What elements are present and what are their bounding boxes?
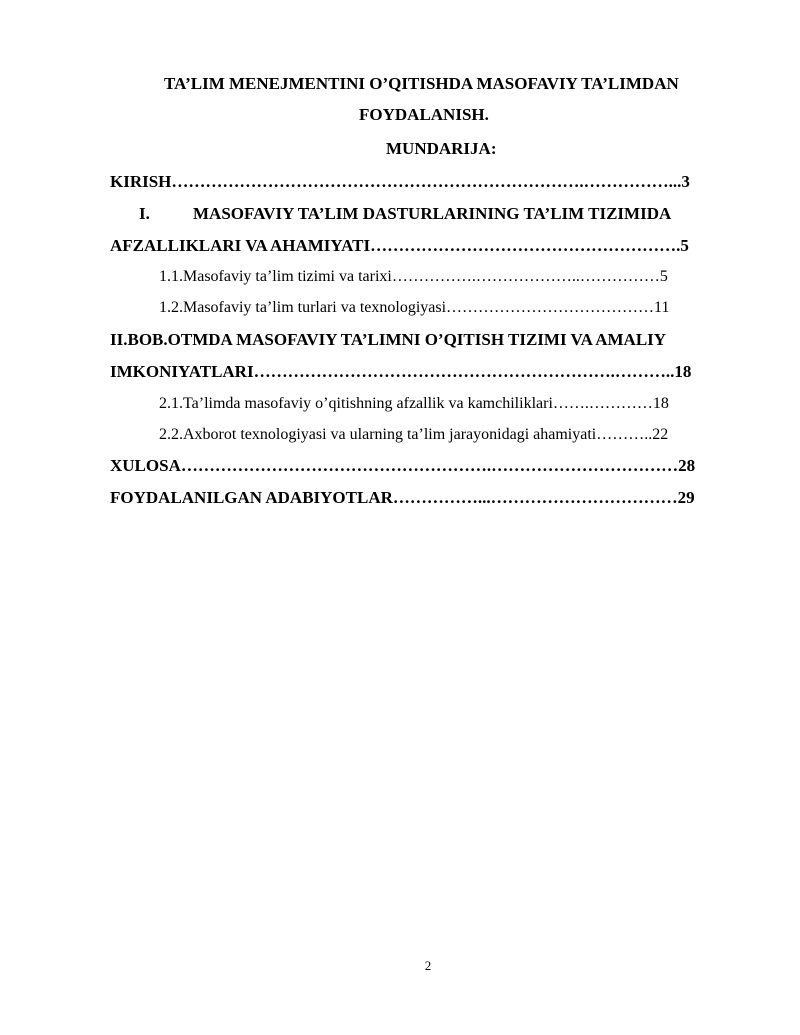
toc-chapter-1-title: MASOFAVIY TA’LIM DASTURLARINING TA’LIM TIZIMIDA bbox=[193, 204, 672, 223]
toc-entry-section-2-1: 2.1.Ta’limda masofaviy o’qitishning afzallik va kamchiliklari…….…………18 bbox=[159, 395, 669, 412]
toc-chapter-1-number: I. bbox=[139, 204, 150, 223]
toc-entry-section-1-1: 1.1.Masofaviy ta’lim tizimi va tarixi…………….………………..……………5 bbox=[159, 268, 668, 285]
toc-entry-chapter-2-continued: IMKONIYATLARI……………………………………………………….………..18 bbox=[110, 362, 692, 381]
toc-entry-section-1-2: 1.2.Masofaviy ta’lim turlari va texnologiyasi…………………………………11 bbox=[159, 299, 670, 316]
toc-entry-xulosa: XULOSA……………………………………………….……………………………28 bbox=[110, 456, 696, 475]
document-title-line-1: TA’LIM MENEJMENTINI O’QITISHDA MASOFAVIY TA’LIMDAN bbox=[164, 74, 679, 93]
toc-entry-kirish: KIRISH……………………………………………………………….……………...3 bbox=[110, 172, 690, 191]
toc-entry-section-2-2: 2.2.Axborot texnologiyasi va ularning ta’lim jarayonidagi ahamiyati………..22 bbox=[159, 426, 669, 443]
toc-entry-chapter-1 bbox=[139, 204, 671, 224]
toc-heading: MUNDARIJA: bbox=[386, 139, 497, 158]
toc-entry-chapter-1-continued: AFZALLIKLARI VA AHAMIYATI……………………………………………….5 bbox=[110, 236, 689, 255]
page-number: 2 bbox=[424, 958, 432, 973]
toc-entry-chapter-2: II.BOB.OTMDA MASOFAVIY TA’LIMNI O’QITISH TIZIMI VA AMALIY bbox=[110, 330, 667, 349]
document-title-line-2: FOYDALANISH. bbox=[359, 105, 489, 124]
toc-entry-references: FOYDALANILGAN ADABIYOTLAR……………...……………………………29 bbox=[110, 488, 695, 507]
